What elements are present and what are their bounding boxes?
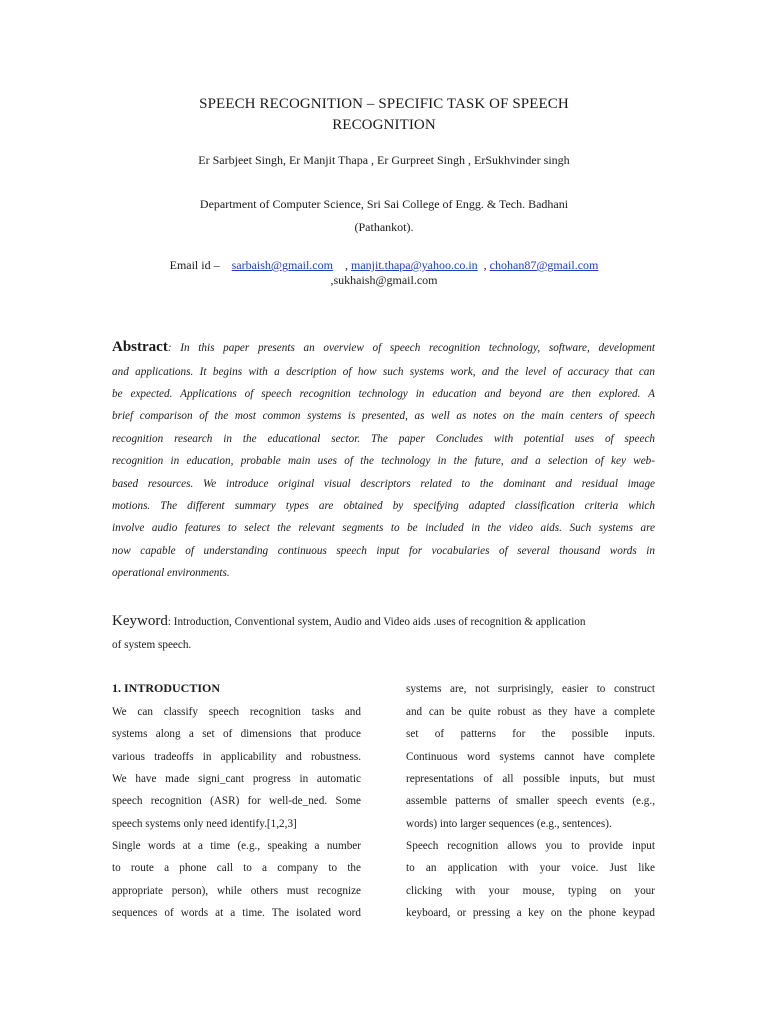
abstract-line: operational environments. xyxy=(112,567,230,579)
abstract-line-text: : In this paper presents an overview of speech recognition technology, software, development xyxy=(167,342,655,354)
left-column-line: appropriate person), while others must recognize xyxy=(112,885,361,897)
left-column-line: We have made signi_cant progress in automatic xyxy=(112,773,361,785)
email-line-2: ,sukhaish@gmail.com xyxy=(330,273,438,287)
right-column-line: keyboard, or pressing a key on the phone keypad xyxy=(406,907,655,919)
email-line-1 xyxy=(0,258,768,273)
left-column-line: We can classify speech recognition tasks and xyxy=(112,706,361,718)
right-column-line: and can be quite robust as they have a complete xyxy=(406,706,655,718)
keyword-heading: Keyword xyxy=(112,613,168,629)
email-link-sarbaish[interactable]: sarbaish@gmail.com xyxy=(231,258,333,272)
right-column-line: set of patterns for the possible inputs. xyxy=(406,728,655,740)
right-column-line: systems are, not surprisingly, easier to construct xyxy=(406,683,655,695)
right-column-line: Continuous word systems cannot have complete xyxy=(406,751,655,763)
left-column-line: sequences of words at a time. The isolated word xyxy=(112,907,361,919)
keyword-line: of system speech. xyxy=(112,639,192,651)
abstract-line: recognition research in the educational sector. The paper Concludes with potential uses of speech xyxy=(112,433,655,445)
left-column-line: speech recognition (ASR) for well-de_ned. Some xyxy=(112,795,361,807)
paper-title-line-1: SPEECH RECOGNITION – SPECIFIC TASK OF SPEECH xyxy=(199,96,569,112)
keyword-line xyxy=(112,614,655,629)
left-column-line: various tradeoffs in applicability and robustness. xyxy=(112,751,361,763)
section-heading-introduction: 1. INTRODUCTION xyxy=(112,681,221,695)
right-column-line: Speech recognition allows you to provide input xyxy=(406,840,655,852)
right-column-line: clicking with your mouse, typing on your xyxy=(406,885,655,897)
abstract-line: and applications. It begins with a description of how such systems work, and the level of accuracy that can xyxy=(112,366,655,378)
abstract-line xyxy=(112,340,655,355)
left-column-line: speech systems only need identify.[1,2,3] xyxy=(112,818,297,830)
authors-line: Er Sarbjeet Singh, Er Manjit Thapa , Er Gurpreet Singh , ErSukhvinder singh xyxy=(198,153,570,167)
abstract-line: motions. The different summary types are obtained by specifying adapted classification criteria which xyxy=(112,500,655,512)
keyword-line-text: : Introduction, Conventional system, Audio and Video aids .uses of recognition & application xyxy=(167,616,586,628)
paper-title-line-2: RECOGNITION xyxy=(332,117,436,133)
left-column-line: to route a phone call to a company to the xyxy=(112,862,361,874)
abstract-line: based resources. We introduce original visual descriptors related to the dominant and residual image xyxy=(112,478,655,490)
email-separator: , xyxy=(344,258,348,272)
abstract-line: brief comparison of the most common systems is presented, as well as notes on the main centers of speech xyxy=(112,410,655,422)
abstract-heading: Abstract xyxy=(112,339,168,355)
email-link-chohan[interactable]: chohan87@gmail.com xyxy=(489,258,599,272)
email-link-manjit[interactable]: manjit.thapa@yahoo.co.in xyxy=(350,258,478,272)
abstract-line: recognition in education, probable main uses of the technology in the future, and a selection of key web- xyxy=(112,455,655,467)
abstract-line: involve audio features to select the relevant segments to be included in the video aids. Such systems are xyxy=(112,522,655,534)
right-column-line: representations of all possible inputs, but must xyxy=(406,773,655,785)
department-line-2: (Pathankot). xyxy=(354,220,414,234)
right-column-line: to an application with your voice. Just like xyxy=(406,862,655,874)
email-separator: , xyxy=(483,258,487,272)
department-line-1: Department of Computer Science, Sri Sai College of Engg. & Tech. Badhani xyxy=(199,197,569,211)
left-column-line: Single words at a time (e.g., speaking a number xyxy=(112,840,361,852)
email-prefix: Email id – xyxy=(169,258,220,272)
abstract-line: be expected. Applications of speech recognition technology in education and beyond are then explored. A xyxy=(112,388,655,400)
right-column-line: words) into larger sequences (e.g., sentences). xyxy=(406,818,612,830)
left-column-line: systems along a set of dimensions that produce xyxy=(112,728,361,740)
abstract-line: now capable of understanding continuous speech input for vocabularies of several thousand words in xyxy=(112,545,655,557)
right-column-line: assemble patterns of smaller speech events (e.g., xyxy=(406,795,655,807)
